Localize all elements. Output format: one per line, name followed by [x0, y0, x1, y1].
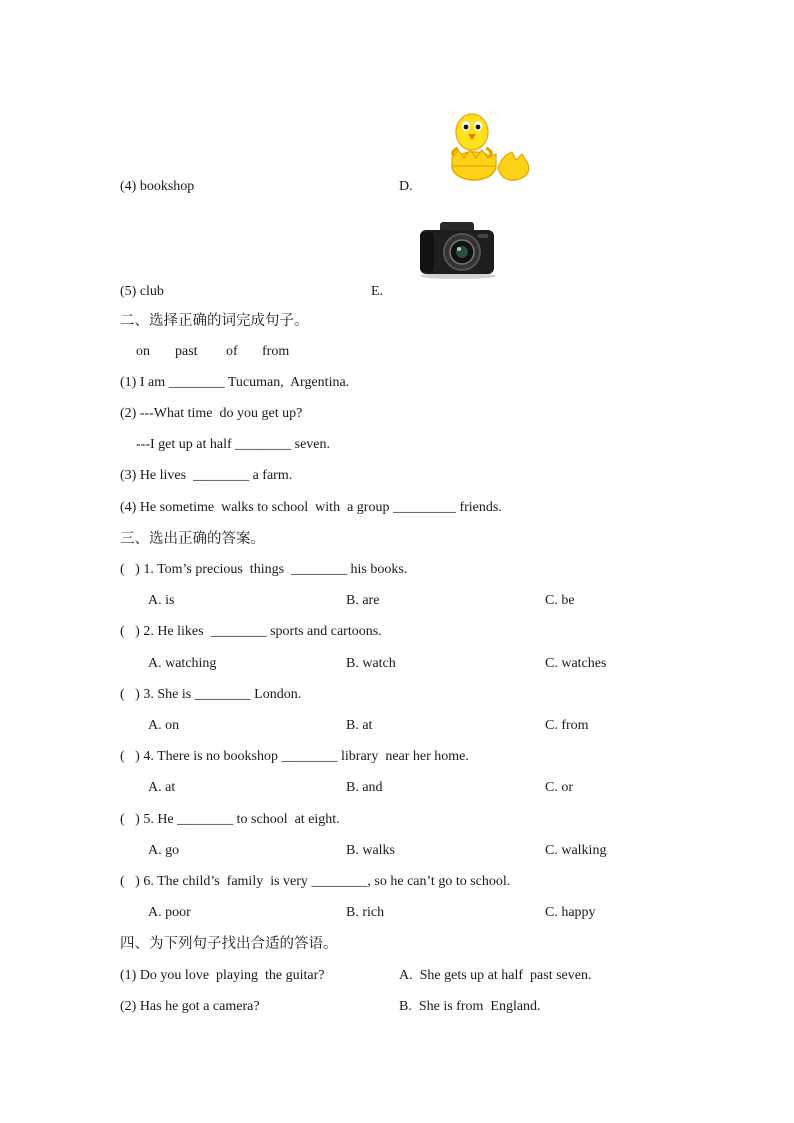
option-c: C. be — [545, 593, 575, 608]
question-stem: ( ) 3. She is ________ London. — [120, 687, 302, 702]
match-question: (2) Has he got a camera? — [120, 999, 260, 1014]
question-stem: ( ) 6. The child’s family is very ________, so he can’t go to school. — [120, 874, 511, 889]
option-c: C. watches — [545, 656, 607, 671]
option-b: B. rich — [346, 905, 385, 920]
match-answer: A. She gets up at half past seven. — [399, 968, 592, 983]
option-c: C. walking — [545, 843, 607, 858]
match-right-letter: D. — [399, 179, 413, 194]
option-a: A. poor — [148, 905, 191, 920]
question-stem: ( ) 5. He ________ to school at eight. — [120, 812, 340, 827]
match-left-item: (4) bookshop — [120, 179, 195, 194]
wordbank-word: of — [226, 344, 238, 359]
option-c: C. or — [545, 780, 573, 795]
option-b: B. at — [346, 718, 373, 733]
option-b: B. walks — [346, 843, 395, 858]
question-stem: ( ) 1. Tom’s precious things ________ his books. — [120, 562, 408, 577]
question-stem: ( ) 4. There is no bookshop ________ library near her home. — [120, 749, 469, 764]
option-b: B. are — [346, 593, 380, 608]
sentence-line: (2) ---What time do you get up? — [120, 406, 303, 421]
section-heading: 二、选择正确的词完成句子。 — [120, 313, 309, 329]
sentence-line: (3) He lives ________ a farm. — [120, 468, 293, 483]
sentence-line: (4) He sometime walks to school with a group _________ friends. — [120, 500, 502, 515]
camera-icon — [418, 218, 498, 280]
section-heading: 四、为下列句子找出合适的答语。 — [120, 936, 338, 952]
section-heading: 三、选出正确的答案。 — [120, 531, 265, 547]
question-stem: ( ) 2. He likes ________ sports and cartoons. — [120, 624, 382, 639]
option-b: B. watch — [346, 656, 396, 671]
match-left-item: (5) club — [120, 284, 164, 299]
chick-hatching-icon — [440, 106, 540, 186]
wordbank-word: on — [136, 344, 150, 359]
option-b: B. and — [346, 780, 383, 795]
option-a: A. at — [148, 780, 176, 795]
option-a: A. is — [148, 593, 175, 608]
sentence-line: (1) I am ________ Tucuman, Argentina. — [120, 375, 350, 390]
option-a: A. watching — [148, 656, 217, 671]
option-c: C. from — [545, 718, 589, 733]
wordbank-word: from — [262, 344, 290, 359]
match-question: (1) Do you love playing the guitar? — [120, 968, 325, 983]
match-answer: B. She is from England. — [399, 999, 541, 1014]
wordbank-word: past — [175, 344, 198, 359]
option-c: C. happy — [545, 905, 596, 920]
match-right-letter: E. — [371, 284, 384, 299]
sentence-line: ---I get up at half ________ seven. — [136, 437, 330, 452]
option-a: A. go — [148, 843, 180, 858]
option-a: A. on — [148, 718, 180, 733]
